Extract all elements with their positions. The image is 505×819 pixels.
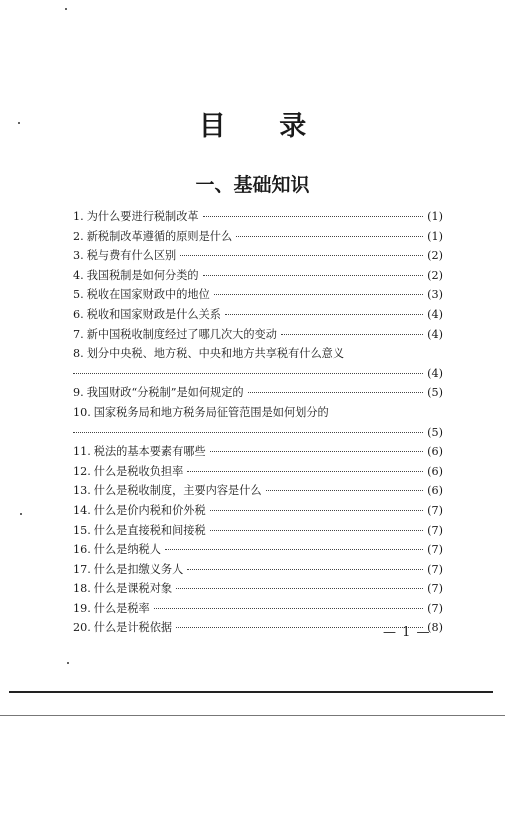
toc-entry: [73, 599, 443, 619]
toc-entry-title: 什么是税收制度，主要内容是什么: [93, 484, 262, 498]
toc-entry: [73, 560, 443, 580]
toc-entry: [73, 540, 443, 560]
toc-entry: [73, 403, 443, 423]
toc-entry-number: 15.: [73, 523, 91, 537]
toc-entry: [73, 579, 443, 599]
toc-entry: [73, 305, 443, 325]
toc-entry-title: 划分中央税、地方税、中央和地方共享税有什么意义: [86, 347, 345, 361]
scan-speck: [67, 662, 69, 664]
toc-list: [73, 207, 443, 638]
toc-entry-title: 什么是直接税和间接税: [93, 523, 206, 537]
toc-entry-title: 什么是价内税和价外税: [93, 503, 206, 517]
toc-entry-number: 11.: [73, 445, 91, 459]
toc-entry-page: (5): [427, 386, 443, 400]
toc-entry: [73, 344, 443, 364]
toc-entry-title: 我国税制是如何分类的: [86, 268, 199, 282]
toc-entry-page: (2): [427, 268, 443, 282]
toc-entry-page: (7): [427, 523, 443, 537]
dot-leader: [225, 314, 423, 315]
toc-entry: [73, 285, 443, 305]
toc-entry-number: 8.: [73, 347, 84, 361]
toc-entry-page: (8): [427, 621, 443, 635]
scan-speck: [65, 8, 67, 10]
toc-entry-page: (4): [427, 307, 443, 321]
toc-entry-number: 18.: [73, 582, 91, 596]
toc-entry-page: (7): [427, 601, 443, 615]
toc-entry: [73, 383, 443, 403]
toc-entry-title: 什么是税率: [93, 601, 150, 615]
toc-entry-number: 5.: [73, 288, 84, 302]
dot-leader: [281, 334, 423, 335]
toc-entry-page: (2): [427, 249, 443, 263]
toc-entry-page: (4): [427, 366, 443, 380]
dot-leader: [187, 471, 423, 472]
dot-leader: [210, 451, 423, 452]
toc-entry-title: 什么是计税依据: [93, 621, 173, 635]
toc-entry-page: (5): [427, 425, 443, 439]
toc-entry-number: 4.: [73, 268, 84, 282]
toc-entry-page: (7): [427, 543, 443, 557]
toc-entry-number: 7.: [73, 327, 84, 341]
toc-entry-number: 10.: [73, 405, 91, 419]
toc-entry-title: 为什么要进行税制改革: [86, 210, 199, 223]
toc-entry-page: (1): [427, 210, 443, 223]
toc-entry-number: 6.: [73, 307, 84, 321]
toc-entry-title: 什么是扣缴义务人: [93, 562, 184, 576]
toc-entry-page: (6): [427, 464, 443, 478]
dot-leader: [236, 236, 423, 237]
scan-speck: [20, 513, 22, 515]
page-bottom-edge: [0, 715, 505, 716]
toc-entry-title: 税收和国家财政是什么关系: [86, 307, 221, 321]
toc-entry: [73, 246, 443, 266]
toc-entry-number: 13.: [73, 484, 91, 498]
section-title: 一、基础知识: [195, 174, 310, 196]
toc-entry-title: 税与费有什么区别: [86, 249, 177, 263]
toc-entry-page: (7): [427, 582, 443, 596]
toc-entry-title: 什么是税收负担率: [93, 464, 184, 478]
toc-entry: [73, 521, 443, 541]
dot-leader: [210, 530, 423, 531]
toc-entry: [73, 266, 443, 286]
toc-entry: [73, 501, 443, 521]
toc-entry-title: 国家税务局和地方税务局征管范围是如何划分的: [93, 405, 329, 419]
toc-entry-title: 税法的基本要素有哪些: [93, 445, 206, 459]
scan-edge-line: [9, 691, 493, 693]
toc-entry: [73, 207, 443, 227]
page-title: 目 录: [198, 111, 329, 142]
toc-entry-continuation: [73, 364, 443, 384]
toc-entry-number: 3.: [73, 249, 84, 263]
toc-entry-continuation: [73, 423, 443, 443]
toc-entry-title: 什么是纳税人: [93, 543, 161, 557]
toc-entry-number: 1.: [73, 210, 84, 223]
toc-entry-page: (7): [427, 503, 443, 517]
page-number: — 1 —: [383, 625, 431, 640]
dot-leader: [210, 510, 423, 511]
dot-leader: [176, 588, 423, 589]
toc-entry-title: 什么是课税对象: [93, 582, 173, 596]
toc-entry-page: (6): [427, 445, 443, 459]
toc-entry-page: (1): [427, 229, 443, 243]
toc-entry-page: (3): [427, 288, 443, 302]
toc-entry-number: 16.: [73, 543, 91, 557]
toc-entry-title: 我国财政“分税制”是如何规定的: [86, 386, 244, 400]
toc-entry: [73, 227, 443, 247]
dot-leader: [73, 373, 423, 374]
dot-leader: [165, 549, 423, 550]
dot-leader: [248, 392, 424, 393]
dot-leader: [154, 608, 423, 609]
toc-entry-number: 20.: [73, 621, 91, 635]
toc-entry-title: 新税制改革遵循的原则是什么: [86, 229, 233, 243]
dot-leader: [214, 294, 423, 295]
toc-entry-number: 14.: [73, 503, 91, 517]
toc-entry-page: (7): [427, 562, 443, 576]
toc-entry-number: 19.: [73, 601, 91, 615]
toc-entry-number: 2.: [73, 229, 84, 243]
toc-entry: [73, 481, 443, 501]
toc-entry: [73, 325, 443, 345]
dot-leader: [203, 216, 424, 217]
toc-entry-page: (6): [427, 484, 443, 498]
dot-leader: [180, 255, 423, 256]
toc-entry: [73, 462, 443, 482]
toc-entry-page: (4): [427, 327, 443, 341]
toc-entry-number: 17.: [73, 562, 91, 576]
dot-leader: [73, 432, 423, 433]
dot-leader: [187, 569, 423, 570]
toc-entry-title: 新中国税收制度经过了哪几次大的变动: [86, 327, 277, 341]
toc-entry-title: 税收在国家财政中的地位: [86, 288, 210, 302]
toc-entry-number: 9.: [73, 386, 84, 400]
scan-speck: [18, 122, 20, 124]
toc-entry: [73, 442, 443, 462]
dot-leader: [266, 490, 424, 491]
toc-entry-number: 12.: [73, 464, 91, 478]
dot-leader: [203, 275, 424, 276]
